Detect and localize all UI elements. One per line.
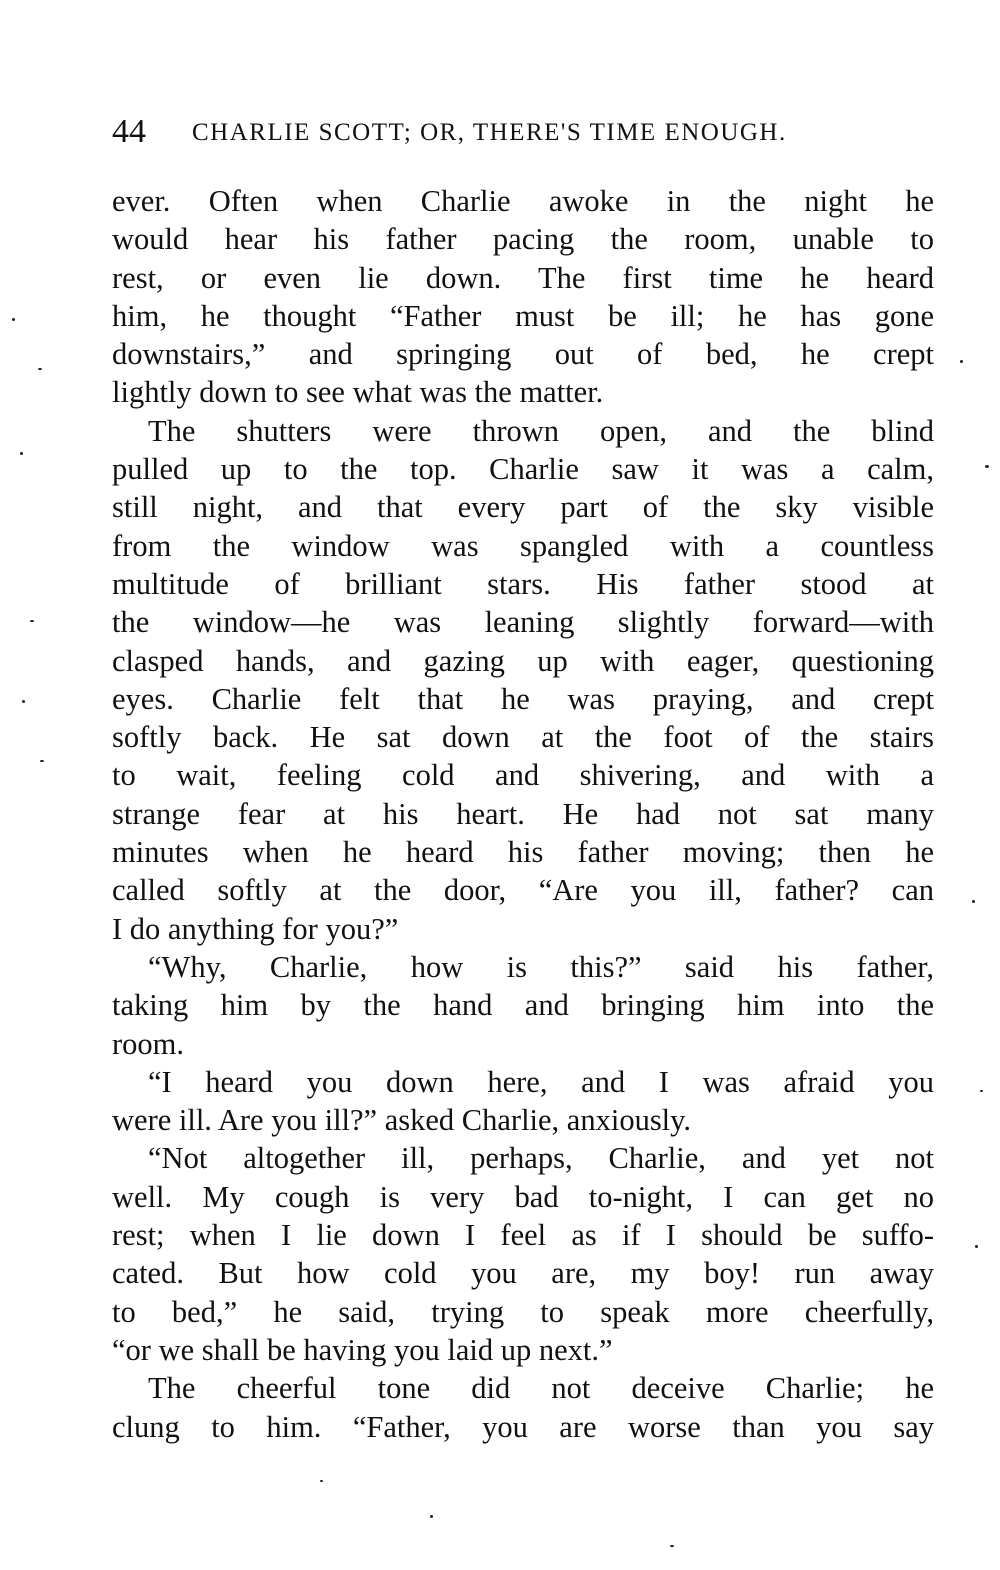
text-line: minutes when he heard his father moving; then he — [112, 835, 934, 870]
text-line: rest; when I lie down I feel as if I should be suffo- — [112, 1218, 934, 1253]
text-line: “I heard you down here, and I was afraid you — [148, 1064, 934, 1099]
text-line: pulled up to the top. Charlie saw it was a calm, — [112, 452, 934, 487]
text-line: multitude of brilliant stars. His father stood at — [112, 566, 934, 601]
text-line: clung to him. “Father, you are worse than you say — [112, 1409, 934, 1444]
text-line: lightly down to see what was the matter. — [112, 375, 604, 410]
text-line: “Why, Charlie, how is this?” said his father, — [148, 949, 934, 984]
text-line: “or we shall be having you laid up next.” — [112, 1332, 613, 1367]
text-line: strange fear at his heart. He had not sat many — [112, 796, 934, 831]
text-line: “Not altogether ill, perhaps, Charlie, and yet not — [148, 1141, 934, 1176]
text-line: I do anything for you?” — [112, 911, 399, 946]
text-line: softly back. He sat down at the foot of the stairs — [112, 720, 934, 755]
body-text — [112, 182, 934, 1446]
text-line: from the window was spangled with a countless — [112, 528, 934, 563]
text-line: would hear his father pacing the room, unable to — [112, 222, 934, 257]
text-line: him, he thought “Father must be ill; he has gone — [112, 298, 934, 333]
running-title: CHARLIE SCOTT; OR, THERE'S TIME ENOUGH. — [192, 119, 787, 146]
text-line: the window—he was leaning slightly forward—with — [112, 605, 934, 640]
text-line: room. — [112, 1026, 185, 1061]
text-line: The shutters were thrown open, and the blind — [148, 413, 934, 448]
text-line: were ill. Are you ill?” asked Charlie, anxiously. — [112, 1103, 692, 1138]
text-line: cated. But how cold you are, my boy! run away — [112, 1256, 934, 1291]
text-line: clasped hands, and gazing up with eager, questioning — [112, 643, 934, 678]
page-number: 44 — [112, 113, 146, 150]
text-line: eyes. Charlie felt that he was praying, and crept — [112, 681, 934, 716]
text-line: to bed,” he said, trying to speak more cheerfully, — [112, 1294, 934, 1329]
text-line: well. My cough is very bad to-night, I can get no — [112, 1179, 934, 1214]
text-line: still night, and that every part of the sky visible — [112, 490, 934, 525]
text-line: downstairs,” and springing out of bed, he crept — [112, 337, 934, 372]
text-line: taking him by the hand and bringing him into the — [112, 988, 934, 1023]
text-line: ever. Often when Charlie awoke in the night he — [112, 184, 934, 218]
text-line: The cheerful tone did not deceive Charlie; he — [148, 1371, 934, 1406]
text-line: to wait, feeling cold and shivering, and with a — [112, 758, 934, 793]
text-line: called softly at the door, “Are you ill, father? can — [112, 873, 934, 908]
page-header — [112, 112, 942, 152]
text-line: rest, or even lie down. The first time he heard — [112, 260, 934, 295]
